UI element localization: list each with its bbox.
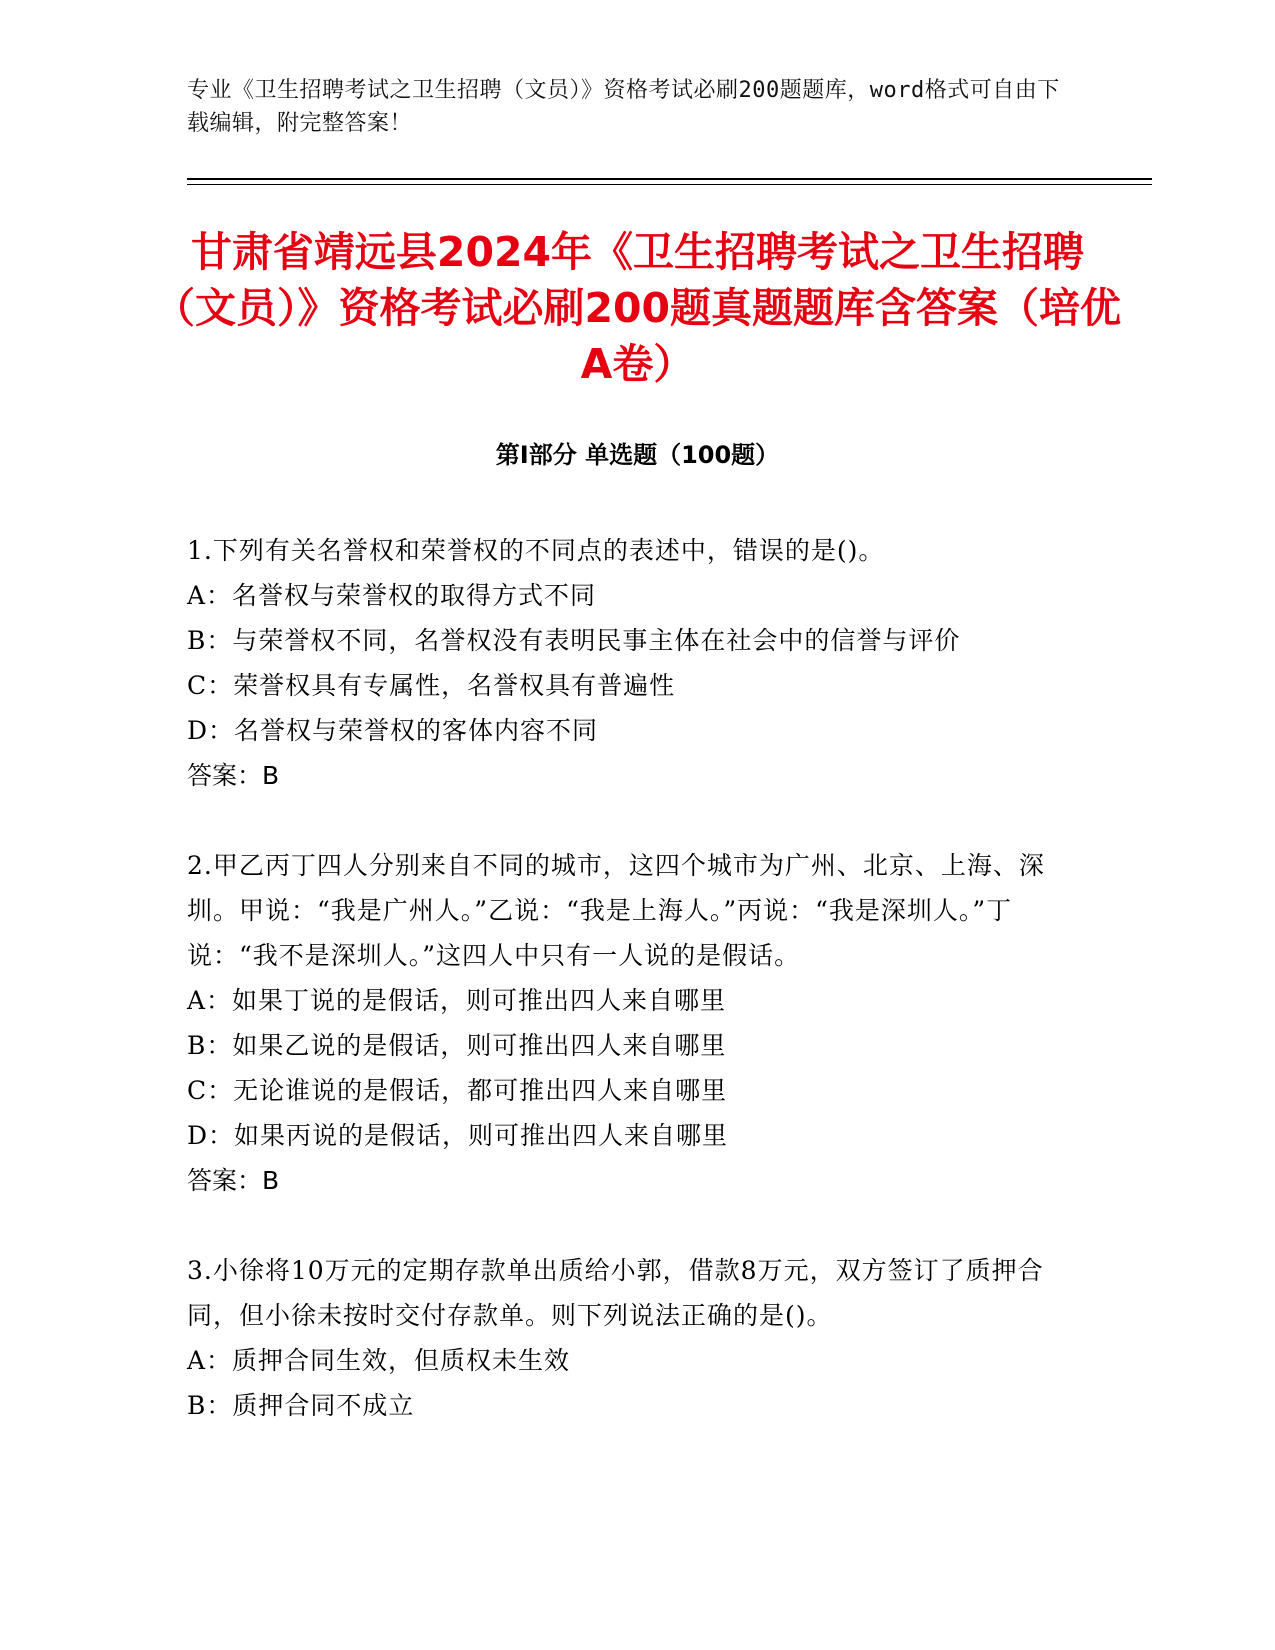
- option-b: B：质押合同不成立: [187, 1391, 415, 1420]
- header-note: 专业《卫生招聘考试之卫生招聘（文员）》资格考试必刷200题题库，word格式可自由下载编辑，附完整答案！: [187, 78, 1060, 136]
- option-d: D：名誉权与荣誉权的客体内容不同: [187, 716, 599, 745]
- question-stem: 2.甲乙丙丁四人分别来自不同的城市，这四个城市为广州、北京、上海、深圳。甲说：“我是广州人。”乙说：“我是上海人。”丙说：“我是深圳人。”丁说：“我不是深圳人。”这四人中只有一人说的是假话。: [187, 851, 1045, 970]
- option-c: C：无论谁说的是假话，都可推出四人来自哪里: [187, 1076, 728, 1105]
- option-a: A：名誉权与荣誉权的取得方式不同: [187, 581, 597, 610]
- option-b: B：如果乙说的是假话，则可推出四人来自哪里: [187, 1031, 727, 1060]
- question-stem: 3.小徐将10万元的定期存款单出质给小郭，借款8万元，双方签订了质押合同，但小徐未按时交付存款单。则下列说法正确的是()。: [187, 1256, 1044, 1330]
- answer-line: 答案：B: [187, 1166, 280, 1195]
- header-divider-thin: [187, 184, 1152, 185]
- question-2: [187, 843, 1087, 1203]
- question-1: [187, 528, 1087, 798]
- section-title: 第I部分 单选题（100题）: [495, 441, 780, 469]
- option-c: C：荣誉权具有专属性，名誉权具有普遍性: [187, 671, 676, 700]
- option-a: A：如果丁说的是假话，则可推出四人来自哪里: [187, 986, 727, 1015]
- answer-line: 答案：B: [187, 761, 280, 790]
- question-stem: 1.下列有关名誉权和荣誉权的不同点的表述中，错误的是()。: [187, 536, 885, 565]
- option-d: D：如果丙说的是假话，则可推出四人来自哪里: [187, 1121, 729, 1150]
- option-a: A：质押合同生效，但质权未生效: [187, 1346, 571, 1375]
- option-b: B：与荣誉权不同，名誉权没有表明民事主体在社会中的信誉与评价: [187, 626, 961, 655]
- header-divider-thick: [187, 178, 1152, 180]
- question-list: [187, 528, 1087, 1473]
- question-3: [187, 1248, 1087, 1428]
- document-title: 甘肃省靖远县2024年《卫生招聘考试之卫生招聘（文员）》资格考试必刷200题真题题库含答案（培优A卷）: [153, 228, 1122, 388]
